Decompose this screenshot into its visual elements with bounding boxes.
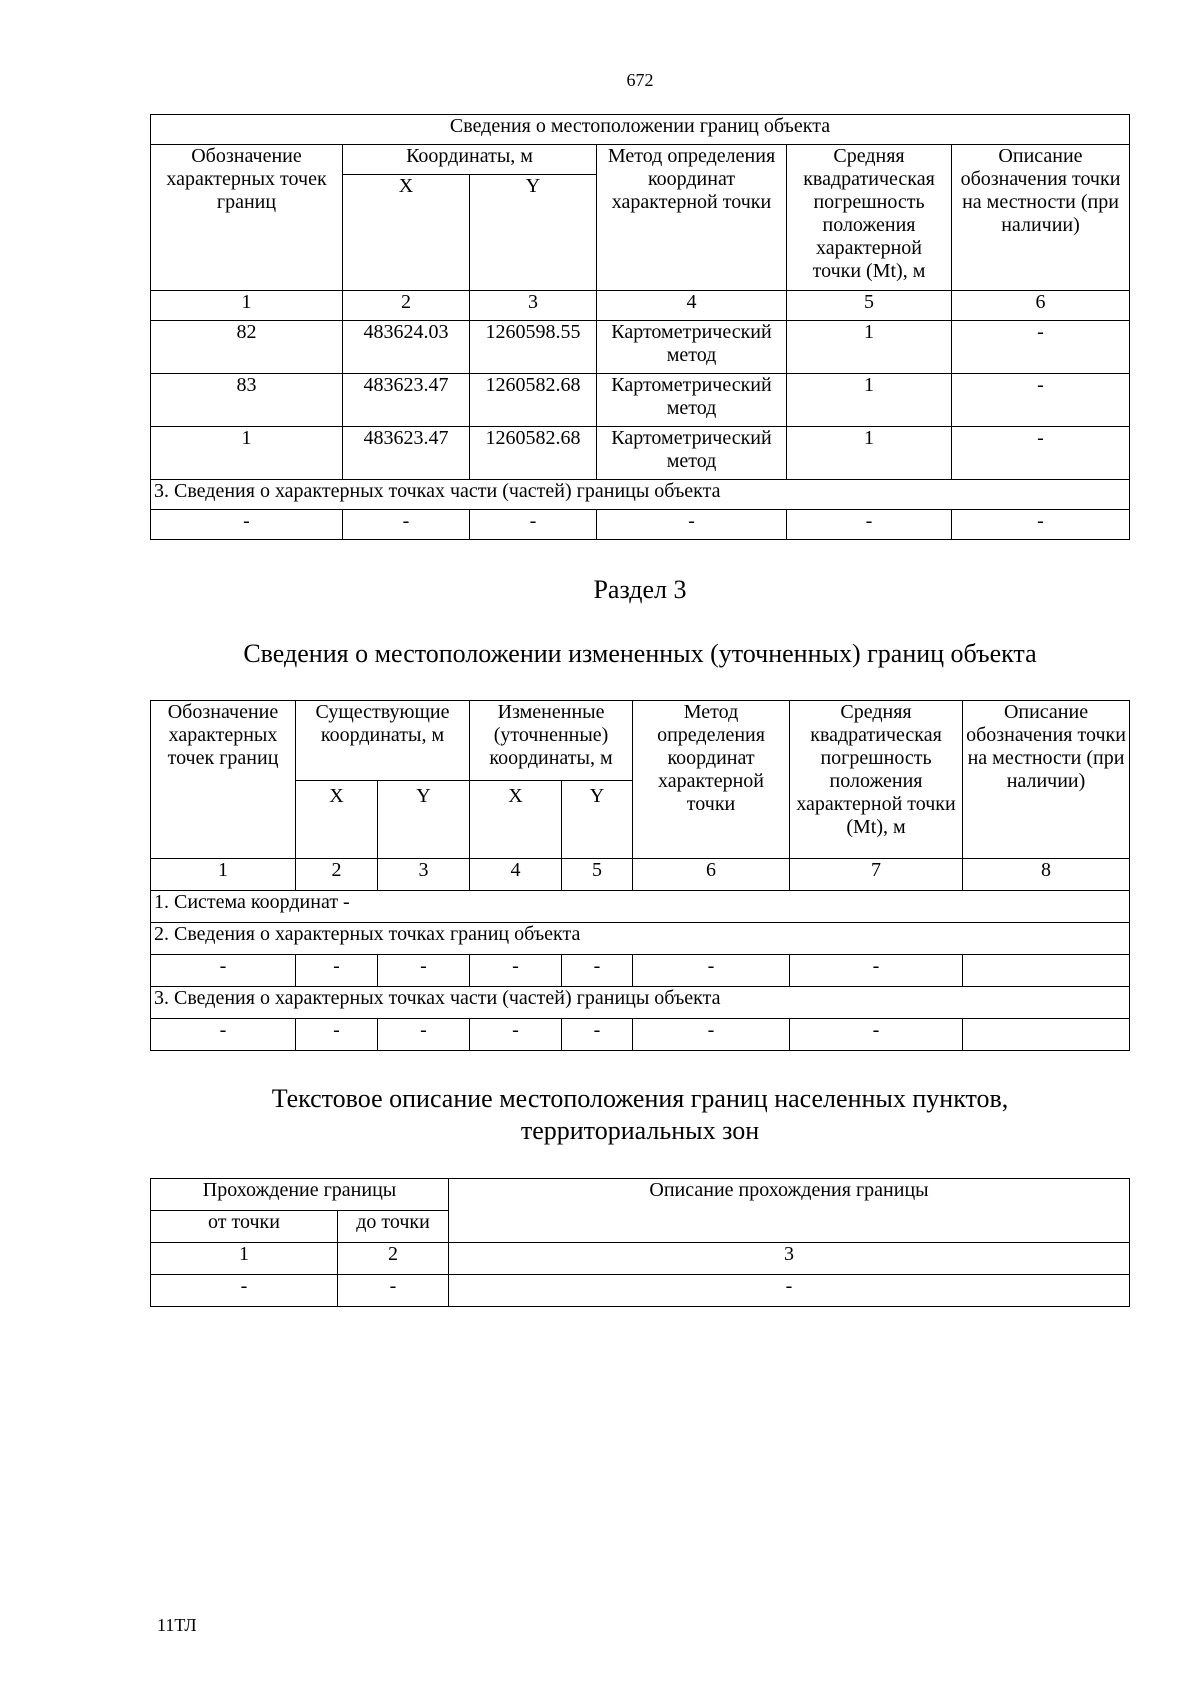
empty-cell bbox=[963, 1019, 1130, 1051]
table2-col-number: 4 bbox=[470, 859, 562, 891]
table2-col-number: 2 bbox=[296, 859, 378, 891]
empty-cell: - bbox=[449, 1275, 1130, 1307]
table3-header-passage: Прохождение границы bbox=[151, 1179, 449, 1211]
empty-cell: - bbox=[633, 1019, 790, 1051]
table2-system: 1. Система координат - bbox=[151, 891, 1130, 923]
method-cell: Картометрический метод bbox=[597, 374, 787, 427]
empty-cell: - bbox=[378, 955, 470, 987]
table-row bbox=[151, 510, 1130, 540]
point-cell: 83 bbox=[151, 374, 343, 427]
table3-col-number: 3 bbox=[449, 1243, 1130, 1275]
empty-cell: - bbox=[151, 955, 296, 987]
empty-cell: - bbox=[151, 1019, 296, 1051]
table2-col-number: 8 bbox=[963, 859, 1130, 891]
error-cell: 1 bbox=[787, 374, 952, 427]
table2-header-description: Описание обозначения точки на местности (при наличии) bbox=[963, 701, 1130, 859]
table3-col-number: 2 bbox=[338, 1243, 449, 1275]
empty-cell: - bbox=[470, 510, 597, 540]
empty-cell: - bbox=[378, 1019, 470, 1051]
table1-header-y: Y bbox=[470, 175, 597, 291]
empty-cell: - bbox=[470, 955, 562, 987]
empty-cell: - bbox=[296, 1019, 378, 1051]
table2-header-changed-y: Y bbox=[562, 781, 633, 859]
empty-cell: - bbox=[343, 510, 470, 540]
empty-cell: - bbox=[338, 1275, 449, 1307]
point-cell: 1 bbox=[151, 427, 343, 480]
table1-header-method: Метод определения координат характерной точки bbox=[597, 145, 787, 291]
text-description-title-line1: Текстовое описание местоположения границ населенных пунктов, bbox=[271, 1084, 1009, 1113]
table1-header-designation: Обозначение характерных точек границ bbox=[151, 145, 343, 291]
empty-cell: - bbox=[790, 955, 963, 987]
empty-cell: - bbox=[787, 510, 952, 540]
table2-section3-title: 3. Сведения о характерных точках части (частей) границы объекта bbox=[151, 987, 1130, 1019]
table3-header-from: от точки bbox=[151, 1211, 338, 1243]
method-cell: Картометрический метод bbox=[597, 321, 787, 374]
table1-header-coords: Координаты, м bbox=[343, 145, 597, 175]
table2-header-changed-x: X bbox=[470, 781, 562, 859]
table2-header-existing-y: Y bbox=[378, 781, 470, 859]
footer-code: 11ТЛ bbox=[157, 1615, 197, 1635]
table-row bbox=[151, 374, 1130, 427]
empty-cell: - bbox=[952, 510, 1130, 540]
boundary-location-table bbox=[150, 114, 1130, 540]
description-cell: - bbox=[952, 374, 1130, 427]
table2-header-designation: Обозначение характерных точек границ bbox=[151, 701, 296, 859]
table3-header-to: до точки bbox=[338, 1211, 449, 1243]
description-cell: - bbox=[952, 321, 1130, 374]
x-cell: 483624.03 bbox=[343, 321, 470, 374]
error-cell: 1 bbox=[787, 321, 952, 374]
table2-header-changed: Измененные (уточненные) координаты, м bbox=[470, 701, 633, 781]
table-row bbox=[151, 427, 1130, 480]
table3-header-description: Описание прохождения границы bbox=[449, 1179, 1130, 1243]
section-title: Сведения о местоположении измененных (уточненных) границ объекта bbox=[243, 639, 1037, 668]
point-cell: 82 bbox=[151, 321, 343, 374]
description-cell: - bbox=[952, 427, 1130, 480]
empty-cell: - bbox=[151, 1275, 338, 1307]
table2-header-existing: Существующие координаты, м bbox=[296, 701, 470, 781]
table2-col-number: 6 bbox=[633, 859, 790, 891]
table2-col-number: 3 bbox=[378, 859, 470, 891]
table1-col-number: 1 bbox=[151, 291, 343, 321]
table2-header-existing-x: X bbox=[296, 781, 378, 859]
table1-title: Сведения о местоположении границ объекта bbox=[151, 115, 1130, 145]
table1-section3-title: 3. Сведения о характерных точках части (частей) границы объекта bbox=[151, 480, 1130, 510]
table2-header-error: Средняя квадратическая погрешность положения характерной точки (Mt), м bbox=[790, 701, 963, 859]
empty-cell: - bbox=[562, 955, 633, 987]
y-cell: 1260582.68 bbox=[470, 427, 597, 480]
table1-col-number: 5 bbox=[787, 291, 952, 321]
x-cell: 483623.47 bbox=[343, 374, 470, 427]
empty-cell: - bbox=[633, 955, 790, 987]
table2-section2-title: 2. Сведения о характерных точках границ объекта bbox=[151, 923, 1130, 955]
empty-cell: - bbox=[562, 1019, 633, 1051]
table2-col-number: 1 bbox=[151, 859, 296, 891]
empty-cell: - bbox=[296, 955, 378, 987]
table3-col-number: 1 bbox=[151, 1243, 338, 1275]
error-cell: 1 bbox=[787, 427, 952, 480]
empty-cell bbox=[963, 955, 1130, 987]
table-row bbox=[151, 1275, 1130, 1307]
text-description-title bbox=[0, 1083, 1200, 1147]
table-row bbox=[151, 955, 1130, 987]
table1-col-number: 4 bbox=[597, 291, 787, 321]
empty-cell: - bbox=[597, 510, 787, 540]
empty-cell: - bbox=[151, 510, 343, 540]
empty-cell: - bbox=[790, 1019, 963, 1051]
table2-col-number: 5 bbox=[562, 859, 633, 891]
table1-header-error: Средняя квадратическая погрешность положения характерной точки (Mt), м bbox=[787, 145, 952, 291]
y-cell: 1260598.55 bbox=[470, 321, 597, 374]
text-description-title-line2: территориальных зон bbox=[520, 1116, 760, 1145]
table-row bbox=[151, 1019, 1130, 1051]
section-heading: Раздел 3 bbox=[593, 575, 687, 604]
method-cell: Картометрический метод bbox=[597, 427, 787, 480]
table2-col-number: 7 bbox=[790, 859, 963, 891]
x-cell: 483623.47 bbox=[343, 427, 470, 480]
table1-col-number: 6 bbox=[952, 291, 1130, 321]
table2-header-method: Метод определения координат характерной точки bbox=[633, 701, 790, 859]
boundary-passage-table bbox=[150, 1178, 1130, 1307]
table1-col-number: 2 bbox=[343, 291, 470, 321]
empty-cell: - bbox=[470, 1019, 562, 1051]
page-number: 672 bbox=[626, 70, 654, 90]
table-row bbox=[151, 321, 1130, 374]
table1-header-description: Описание обозначения точки на местности (при наличии) bbox=[952, 145, 1130, 291]
table1-col-number: 3 bbox=[470, 291, 597, 321]
y-cell: 1260582.68 bbox=[470, 374, 597, 427]
table1-header-x: X bbox=[343, 175, 470, 291]
changed-boundaries-table bbox=[150, 700, 1130, 1051]
